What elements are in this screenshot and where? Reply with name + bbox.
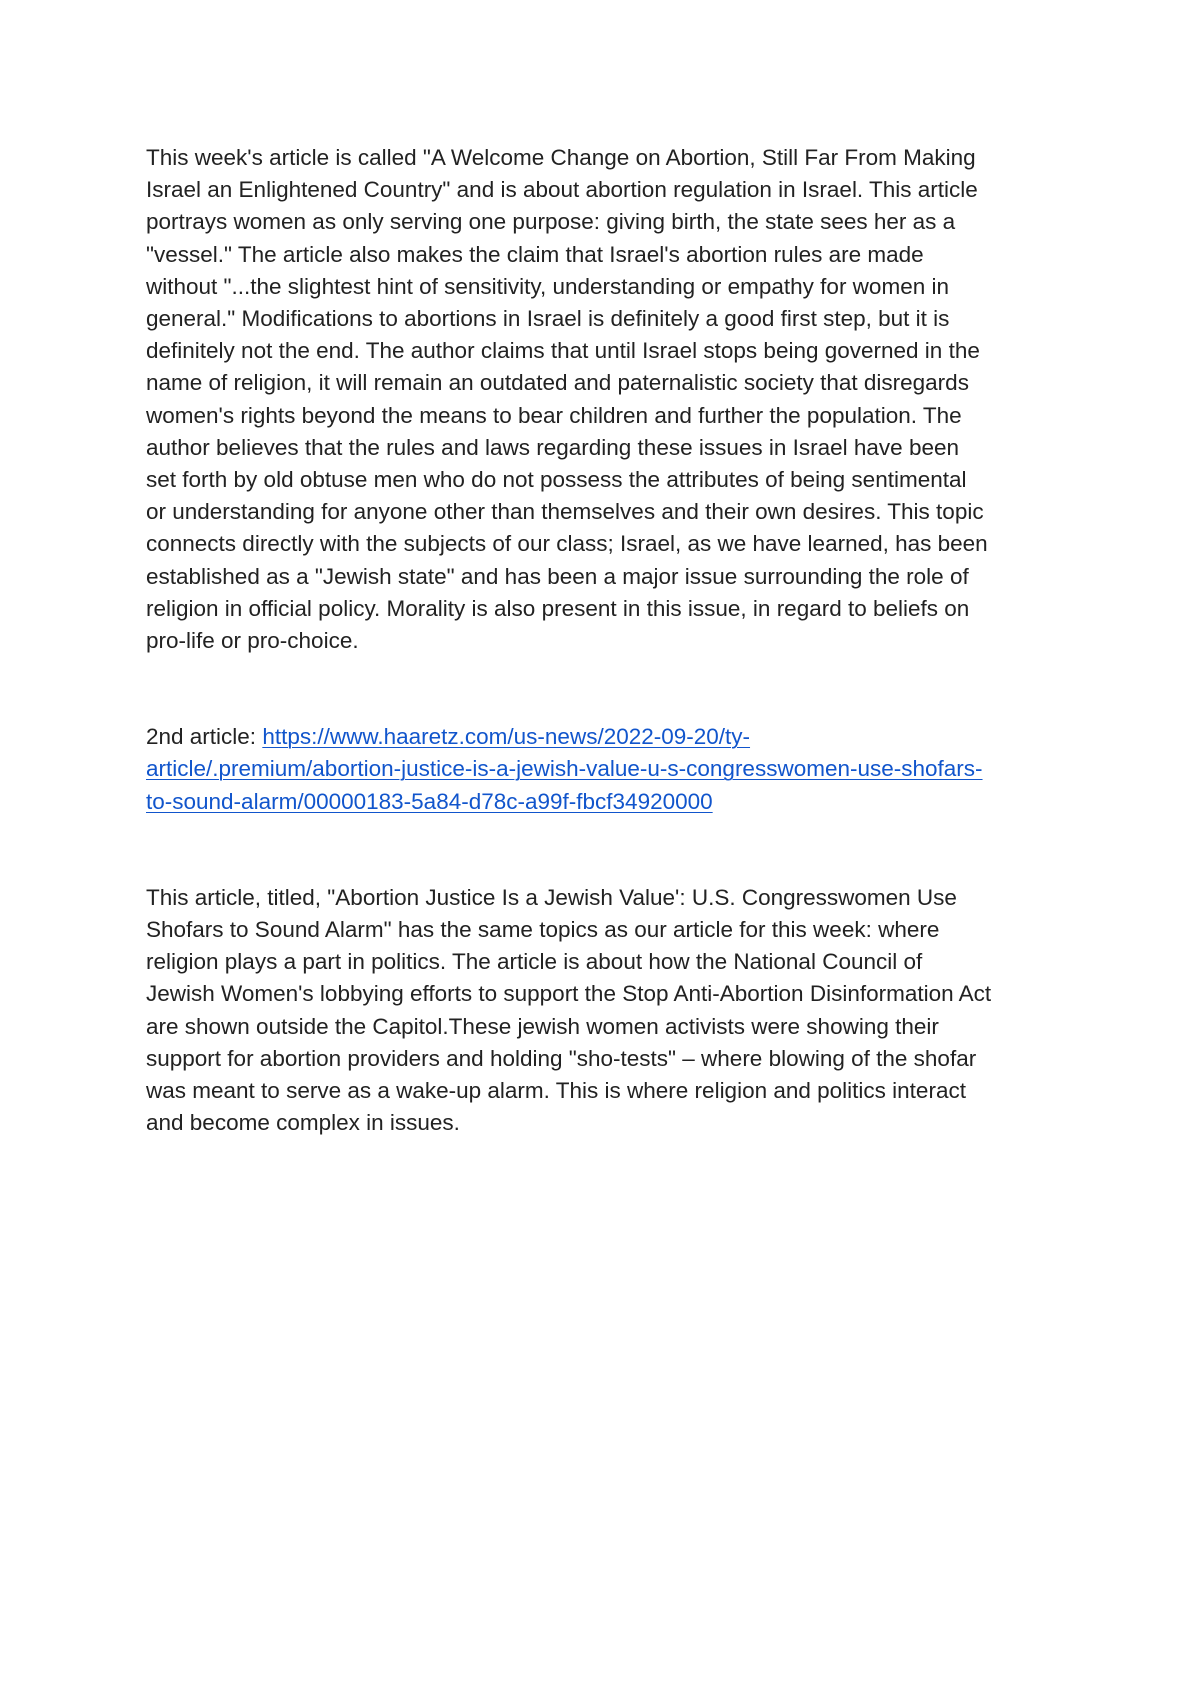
- document-body: [146, 142, 1066, 1139]
- text-line: Israel an Enlightened Country" and is about abortion regulation in Israel. This article: [146, 177, 978, 203]
- text-line: connects directly with the subjects of our class; Israel, as we have learned, has been: [146, 531, 988, 557]
- second-article-link-continuation: [146, 753, 1066, 785]
- paragraph-second-article-summary: [146, 882, 1066, 1140]
- paragraph-spacer: [146, 657, 1066, 721]
- paragraph-spacer: [146, 818, 1066, 882]
- text-line: or understanding for anyone other than themselves and their own desires. This topic: [146, 499, 984, 525]
- second-article-link[interactable]: to-sound-alarm/00000183-5a84-d78c-a99f-fbcf34920000: [146, 788, 713, 814]
- text-line: definitely not the end. The author claims that until Israel stops being governed in the: [146, 338, 980, 364]
- text-line: Jewish Women's lobbying efforts to support the Stop Anti-Abortion Disinformation Act: [146, 981, 992, 1007]
- text-line: This article, titled, "Abortion Justice Is a Jewish Value': U.S. Congresswomen Use: [146, 884, 957, 910]
- text-line: was meant to serve as a wake-up alarm. This is where religion and politics interact: [146, 1078, 966, 1104]
- text-line: religion in official policy. Morality is also present in this issue, in regard to beliefs on: [146, 595, 970, 621]
- second-article-reference: [146, 721, 1066, 818]
- text-line: name of religion, it will remain an outdated and paternalistic society that disregards: [146, 370, 969, 396]
- text-line: pro-life or pro-choice.: [146, 628, 359, 654]
- text-line: are shown outside the Capitol.These jewish women activists were showing their: [146, 1013, 939, 1039]
- text-line: "vessel." The article also makes the claim that Israel's abortion rules are made: [146, 241, 924, 267]
- text-line: established as a "Jewish state" and has been a major issue surrounding the role of: [146, 563, 969, 589]
- second-article-link-continuation: [146, 786, 1066, 818]
- second-article-link[interactable]: https://www.haaretz.com/us-news/2022-09-20/ty-: [262, 724, 751, 750]
- second-article-link[interactable]: article/.premium/abortion-justice-is-a-jewish-value-u-s-congresswomen-use-shofars-: [146, 756, 983, 782]
- text-line: general." Modifications to abortions in Israel is definitely a good first step, but it is: [146, 306, 950, 332]
- text-line: Shofars to Sound Alarm" has the same topics as our article for this week: where: [146, 917, 940, 943]
- text-line: support for abortion providers and holding "sho-tests" – where blowing of the shofar: [146, 1045, 977, 1071]
- text-line: and become complex in issues.: [146, 1110, 460, 1136]
- text-line: This week's article is called "A Welcome Change on Abortion, Still Far From Making: [146, 145, 976, 170]
- text-line: religion plays a part in politics. The article is about how the National Council of: [146, 949, 923, 975]
- second-article-line: [146, 721, 1066, 753]
- text-line: portrays women as only serving one purpose: giving birth, the state sees her as a: [146, 209, 956, 235]
- text-line: author believes that the rules and laws regarding these issues in Israel have been: [146, 434, 959, 460]
- text-line: without "...the slightest hint of sensitivity, understanding or empathy for women in: [146, 273, 949, 299]
- second-article-label: 2nd article:: [146, 724, 263, 750]
- text-line: women's rights beyond the means to bear children and further the population. The: [146, 402, 962, 428]
- text-line: set forth by old obtuse men who do not possess the attributes of being sentimental: [146, 467, 967, 493]
- paragraph-first-article-summary: [146, 142, 1066, 657]
